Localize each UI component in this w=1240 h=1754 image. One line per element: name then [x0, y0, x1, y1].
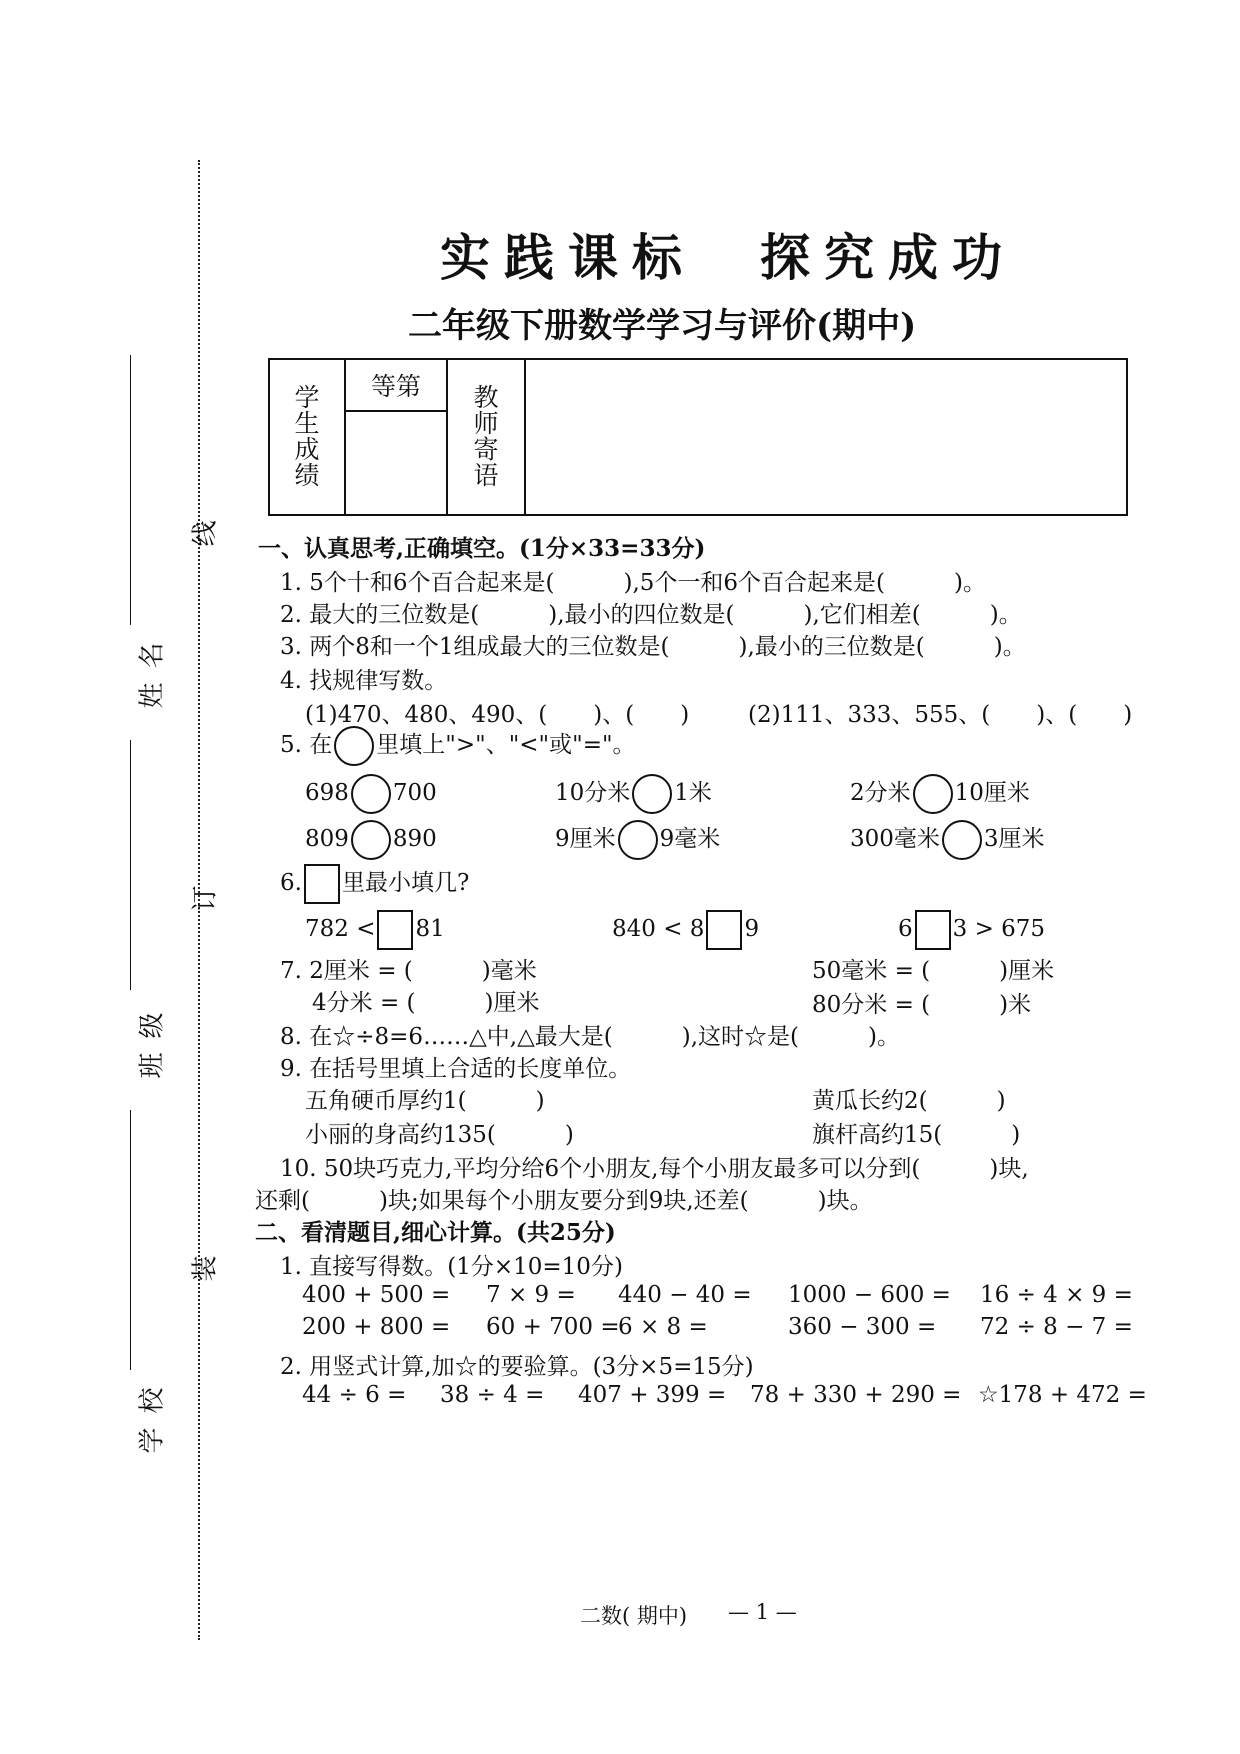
- answer-box[interactable]: [706, 910, 742, 950]
- answer-circle[interactable]: [632, 774, 672, 814]
- q9-item: 黄瓜长约2( ): [812, 1088, 1006, 1114]
- q6-suffix: 里最小填几?: [341, 870, 470, 896]
- circle-icon: [334, 726, 374, 766]
- q5-right: 10厘米: [954, 780, 1030, 806]
- q6-right: 81: [415, 916, 445, 942]
- q6-item: [305, 910, 445, 950]
- class-label: 班级: [137, 998, 168, 1079]
- q5-left: 10分米: [555, 780, 631, 806]
- question-10-line2: 还剩( )块;如果每个小朋友要分到9块,还差( )块。: [255, 1188, 873, 1214]
- answer-circle[interactable]: [351, 820, 391, 860]
- school-label: 学校: [137, 1373, 168, 1454]
- q5-left: 300毫米: [850, 826, 940, 852]
- q5-left: 9厘米: [555, 826, 616, 852]
- question-2: 2. 最大的三位数是( ),最小的四位数是( ),它们相差( )。: [280, 602, 1022, 628]
- school-field[interactable]: [110, 1110, 168, 1454]
- q6-left: 782 <: [305, 916, 376, 942]
- answer-circle[interactable]: [351, 774, 391, 814]
- calc-item: 16 ÷ 4 × 9 =: [980, 1282, 1133, 1308]
- question-3: 3. 两个8和一个1组成最大的三位数是( ),最小的三位数是( )。: [280, 634, 1026, 660]
- seal-char-xian: 线: [190, 520, 221, 547]
- q5-left: 698: [305, 780, 349, 806]
- q5-left: 809: [305, 826, 349, 852]
- vertical-calc-item: 407 + 399 =: [578, 1382, 727, 1408]
- question-6: [280, 864, 469, 904]
- calc-item: 6 × 8 =: [618, 1314, 708, 1340]
- question-4b: (2)111、333、555、( )、( ): [748, 702, 1133, 728]
- calc-item: 400 + 500 =: [302, 1282, 451, 1308]
- q6-item: [898, 910, 1045, 950]
- grade-header-cell: [345, 359, 447, 411]
- calc-item: 60 + 700 =: [486, 1314, 620, 1340]
- q5-item: [555, 774, 712, 814]
- q5-suffix: 里填上">"、"<"或"="。: [376, 732, 636, 758]
- grade-label: 等第: [370, 372, 421, 401]
- q5-item: [555, 820, 720, 860]
- answer-circle[interactable]: [913, 774, 953, 814]
- page-number: — 1 —: [728, 1600, 797, 1624]
- calc-item: 200 + 800 =: [302, 1314, 451, 1340]
- q9-item: 小丽的身高约135( ): [305, 1122, 574, 1148]
- class-field[interactable]: [110, 740, 168, 1080]
- footer-subject: 二数( 期中): [580, 1604, 688, 1628]
- section2-heading: 二、看清题目,细心计算。(共25分): [255, 1219, 616, 1246]
- answer-circle[interactable]: [942, 820, 982, 860]
- q6-left: 840 < 8: [612, 916, 705, 942]
- q6-right: 3 > 675: [952, 916, 1046, 942]
- square-icon: [304, 864, 340, 904]
- grade-input[interactable]: [345, 411, 447, 515]
- q9-item: 五角硬币厚约1( ): [305, 1088, 545, 1114]
- q9-item: 旗杆高约15( ): [812, 1122, 1021, 1148]
- answer-box[interactable]: [915, 910, 951, 950]
- teacher-note-cell: [447, 359, 525, 515]
- page-title: 实践课标 探究成功: [440, 228, 1016, 287]
- name-label: 姓名: [137, 628, 168, 709]
- question-9: 9. 在括号里填上合适的长度单位。: [280, 1056, 632, 1082]
- q5-item: [305, 820, 437, 860]
- page-subtitle: 二年级下册数学学习与评价(期中): [408, 306, 917, 346]
- q6-item: [612, 910, 759, 950]
- calc-item: 72 ÷ 8 − 7 =: [980, 1314, 1133, 1340]
- section2-q1-heading: 1. 直接写得数。(1分×10=10分): [280, 1254, 623, 1280]
- calc-item: 1000 − 600 =: [788, 1282, 951, 1308]
- answer-box[interactable]: [377, 910, 413, 950]
- question-10-line1: 10. 50块巧克力,平均分给6个小朋友,每个小朋友最多可以分到( )块,: [280, 1156, 1029, 1182]
- q5-right: 700: [392, 780, 437, 806]
- q7-item: 80分米 = ( )米: [812, 992, 1032, 1018]
- question-4a: (1)470、480、490、( )、( ): [305, 702, 690, 728]
- q6-left: 6: [898, 916, 913, 942]
- q5-item: [850, 774, 1030, 814]
- question-8: 8. 在☆÷8=6……△中,△最大是( ),这时☆是( )。: [280, 1024, 900, 1050]
- student-score-label: 学生成绩: [294, 383, 320, 490]
- q5-right: 1米: [674, 780, 712, 806]
- answer-circle[interactable]: [618, 820, 658, 860]
- q5-right: 3厘米: [983, 826, 1045, 852]
- question-5: [280, 726, 636, 766]
- teacher-note-label: 教师寄语: [473, 383, 499, 490]
- student-score-cell: [269, 359, 345, 515]
- name-field[interactable]: [110, 355, 168, 709]
- question-1: 1. 5个十和6个百合起来是( ),5个一和6个百合起来是( )。: [280, 570, 986, 596]
- grade-table: [268, 358, 1128, 516]
- q6-right: 9: [744, 916, 760, 942]
- q7-item: 7. 2厘米 = ( )毫米: [280, 958, 537, 984]
- seal-char-ding: 订: [190, 885, 221, 912]
- section2-q2-heading: 2. 用竖式计算,加☆的要验算。(3分×5=15分): [280, 1354, 754, 1380]
- vertical-calc-item: 78 + 330 + 290 =: [750, 1382, 962, 1408]
- vertical-calc-item: 38 ÷ 4 =: [440, 1382, 545, 1408]
- q5-item: [850, 820, 1045, 860]
- section1-heading: 一、认真思考,正确填空。(1分×33=33分): [258, 535, 706, 562]
- q5-right: 890: [392, 826, 437, 852]
- q7-item: 4分米 = ( )厘米: [312, 990, 540, 1016]
- q5-right: 9毫米: [659, 826, 721, 852]
- q5-prefix: 5. 在: [280, 732, 333, 758]
- calc-item: 7 × 9 =: [486, 1282, 576, 1308]
- seal-char-zhuang: 装: [190, 1255, 221, 1282]
- teacher-note-input[interactable]: [525, 359, 1127, 515]
- q6-prefix: 6.: [280, 870, 302, 896]
- q5-item: [305, 774, 437, 814]
- vertical-calc-item: 44 ÷ 6 =: [302, 1382, 407, 1408]
- vertical-calc-item: ☆178 + 472 =: [978, 1382, 1147, 1408]
- q7-item: 50毫米 = ( )厘米: [812, 958, 1055, 984]
- calc-item: 440 − 40 =: [618, 1282, 752, 1308]
- question-4: 4. 找规律写数。: [280, 668, 448, 694]
- calc-item: 360 − 300 =: [788, 1314, 937, 1340]
- q5-left: 2分米: [850, 780, 911, 806]
